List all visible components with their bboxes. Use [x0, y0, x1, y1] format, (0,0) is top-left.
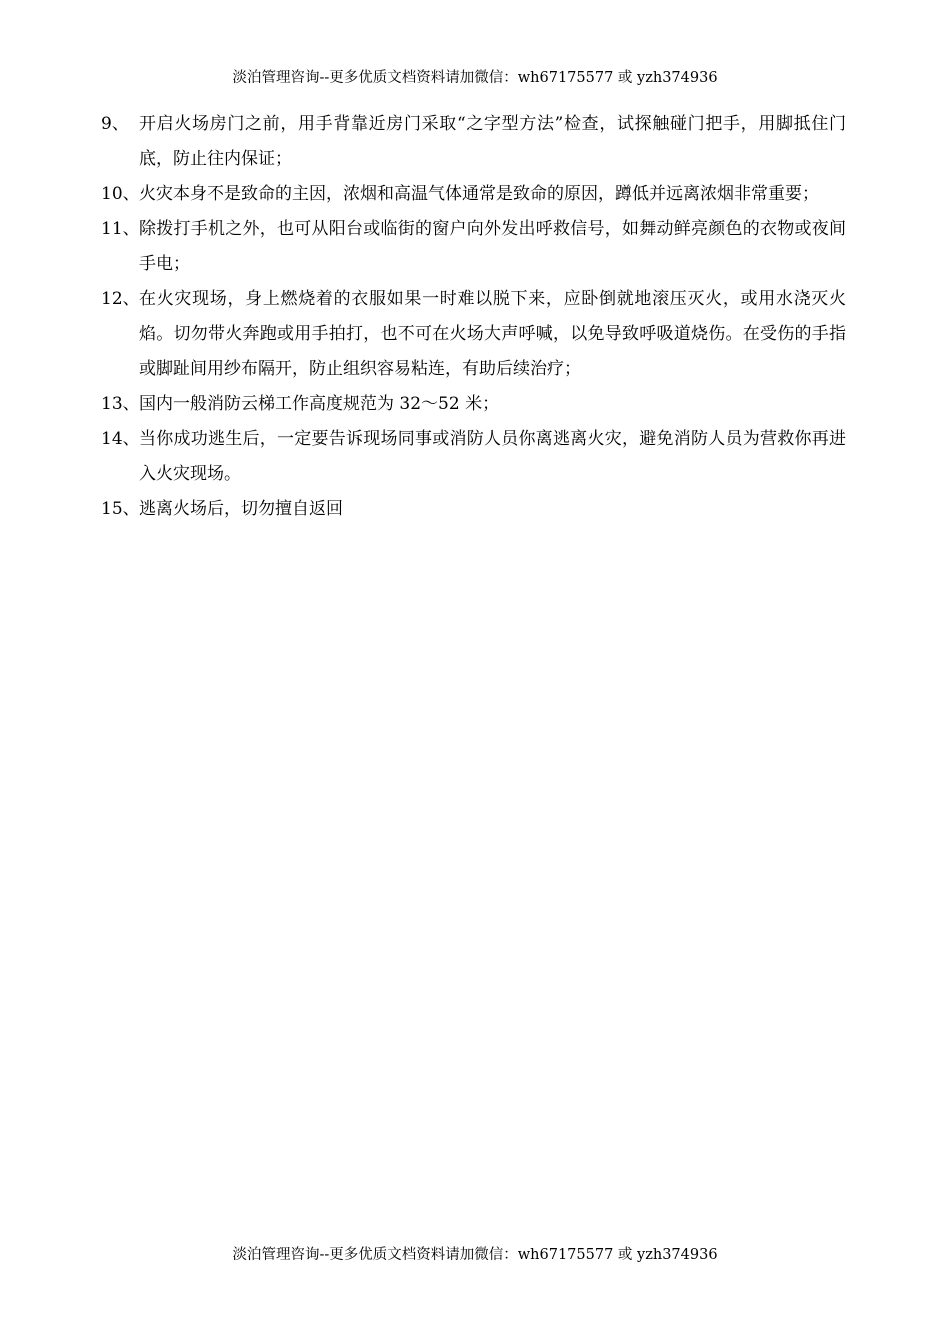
item-text: 在火灾现场，身上燃烧着的衣服如果一时难以脱下来，应卧倒就地滚压灭火，或用水浇灭火焰。切勿带火奔跑或用手拍打，也不可在火场大声呼喊，以免导致呼吸道烧伤。在受伤的手指或脚趾间用纱布隔开，防止组织容易粘连，有助后续治疗；	[139, 289, 846, 379]
list-item	[101, 282, 846, 387]
item-text: 火灾本身不是致命的主因，浓烟和高温气体通常是致命的原因，蹲低并远离浓烟非常重要；	[139, 184, 819, 204]
list-item	[101, 492, 846, 527]
page-header: 淡泊管理咨询--更多优质文档资料请加微信：wh67175577 或 yzh374936	[232, 70, 718, 86]
list-item	[101, 177, 846, 212]
item-number: 12、	[101, 289, 140, 309]
item-number: 13、	[101, 394, 140, 414]
page-footer: 淡泊管理咨询--更多优质文档资料请加微信：wh67175577 或 yzh374936	[232, 1247, 718, 1263]
item-text: 逃离火场后，切勿擅自返回	[139, 499, 343, 519]
item-text: 除拨打手机之外，也可从阳台或临街的窗户向外发出呼救信号，如舞动鲜亮颜色的衣物或夜间手电；	[139, 219, 846, 274]
item-number: 15、	[101, 499, 140, 519]
item-text: 国内一般消防云梯工作高度规范为 32～52 米；	[139, 394, 500, 414]
item-number: 11、	[101, 219, 140, 239]
item-number: 14、	[101, 429, 140, 449]
list-item	[101, 422, 846, 492]
item-text: 开启火场房门之前，用手背靠近房门采取“之字型方法”检查，试探触碰门把手，用脚抵住门底，防止往内保证；	[139, 114, 846, 169]
list-item	[101, 212, 846, 282]
document-body	[101, 107, 846, 527]
list-item	[101, 107, 846, 177]
item-number: 10、	[101, 184, 140, 204]
list-item	[101, 387, 846, 422]
item-text: 当你成功逃生后，一定要告诉现场同事或消防人员你离逃离火灾，避免消防人员为营救你再进入火灾现场。	[139, 429, 846, 484]
item-number: 9、	[101, 114, 129, 134]
